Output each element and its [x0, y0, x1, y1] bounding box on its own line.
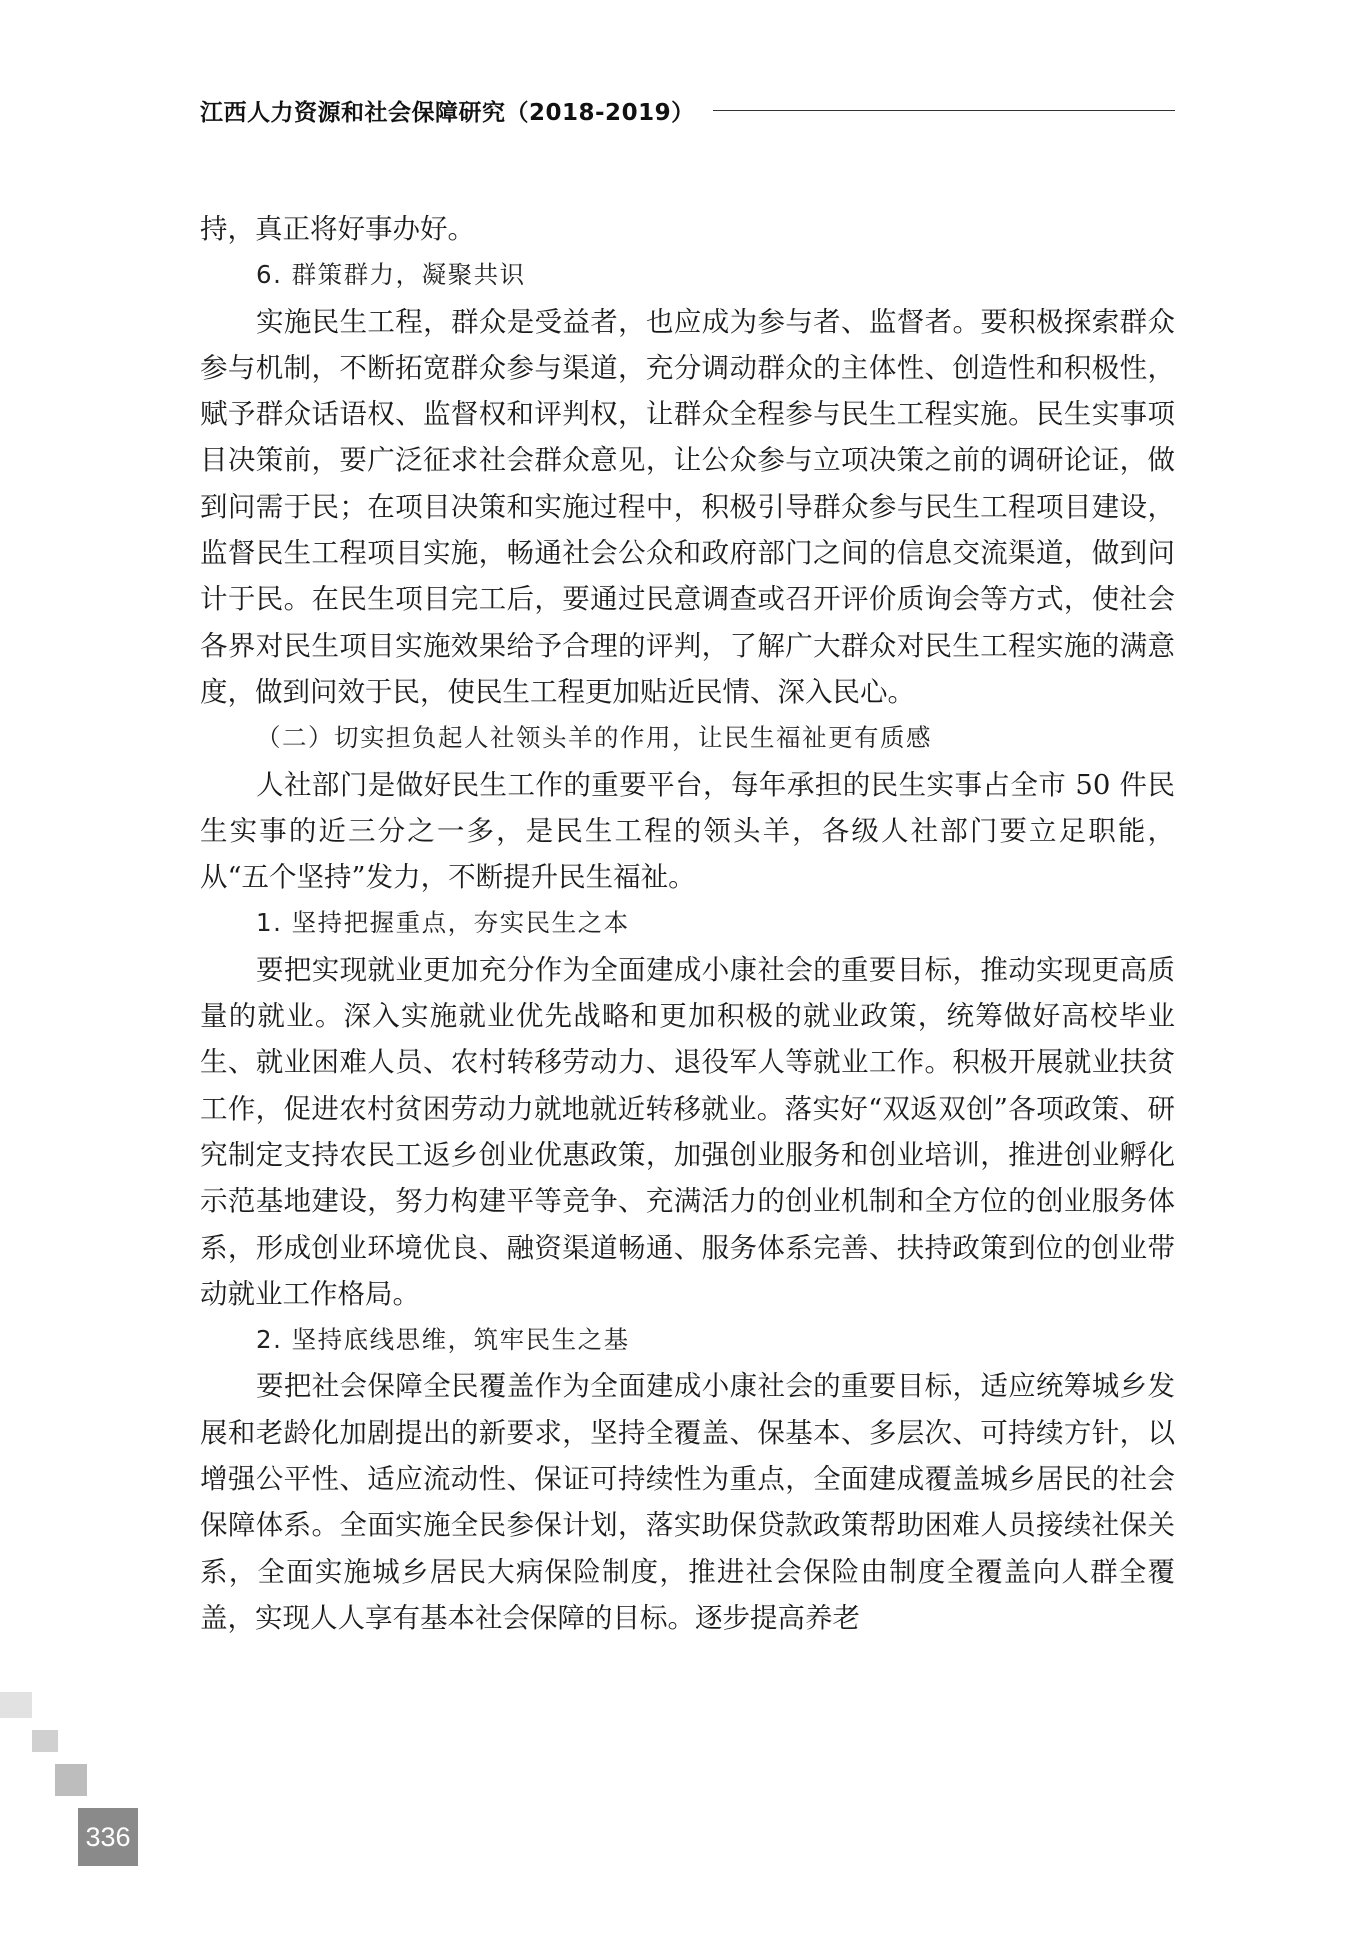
decorative-square [55, 1764, 87, 1796]
decorative-square [0, 1692, 32, 1718]
paragraph-2: 要把社会保障全民覆盖作为全面建成小康社会的重要目标，适应统筹城乡发展和老龄化加剧提出的新要求，坚持全覆盖、保基本、多层次、可持续方针，以增强公平性、适应流动性、保证可持续性为重点，全面建成覆盖城乡居民的社会保障体系。全面实施全民参保计划，落实助保贷款政策帮助困难人员接续社保关系，全面实施城乡居民大病保险制度，推进社会保险由制度全覆盖向人群全覆盖，实现人人享有基本社会保障的目标。逐步提高养老 [200, 1370, 1175, 1634]
paragraph-section-2: 人社部门是做好民生工作的重要平台，每年承担的民生实事占全市 50 件民生实事的近三分之一多，是民生工程的领头羊，各级人社部门要立足职能，从“五个坚持”发力，不断提升民生福祉。 [200, 768, 1175, 894]
paragraph-6: 实施民生工程，群众是受益者，也应成为参与者、监督者。要积极探索群众参与机制，不断拓宽群众参与渠道，充分调动群众的主体性、创造性和积极性，赋予群众话语权、监督权和评判权，让群众全程参与民生工程实施。民生实事项目决策前，要广泛征求社会群众意见，让公众参与立项决策之前的调研论证，做到问需于民；在项目决策和实施过程中，积极引导群众参与民生工程项目建设，监督民生工程项目实施，畅通社会公众和政府部门之间的信息交流渠道，做到问计于民。在民生项目完工后，要通过民意调查或召开评价质询会等方式，使社会各界对民生项目实施效果给予合理的评判，了解广大群众对民生工程实施的满意度，做到问效于民，使民生工程更加贴近民情、深入民心。 [200, 305, 1175, 708]
subheading-6: 6. 群策群力，凝聚共识 [256, 260, 526, 290]
running-header [200, 90, 1175, 130]
subheading-1: 1. 坚持把握重点，夯实民生之本 [256, 908, 630, 938]
body-text [200, 206, 1175, 1641]
paragraph-continuation: 持，真正将好事办好。 [200, 213, 475, 245]
page-number: 336 [78, 1808, 138, 1866]
subheading-2: 2. 坚持底线思维，筑牢民生之基 [256, 1325, 630, 1355]
header-rule [713, 110, 1175, 111]
decorative-square [32, 1730, 58, 1752]
running-title: 江西人力资源和社会保障研究（2018-2019） [200, 99, 695, 126]
paragraph-1: 要把实现就业更加充分作为全面建成小康社会的重要目标，推动实现更高质量的就业。深入实施就业优先战略和更加积极的就业政策，统筹做好高校毕业生、就业困难人员、农村转移劳动力、退役军人等就业工作。积极开展就业扶贫工作，促进农村贫困劳动力就地就近转移就业。落实好“双返双创”各项政策、研究制定支持农民工返乡创业优惠政策，加强创业服务和创业培训，推进创业孵化示范基地建设，努力构建平等竞争、充满活力的创业机制和全方位的创业服务体系，形成创业环境优良、融资渠道畅通、服务体系完善、扶持政策到位的创业带动就业工作格局。 [200, 953, 1175, 1310]
section-heading-2: （二）切实担负起人社领头羊的作用，让民生福祉更有质感 [256, 723, 932, 753]
